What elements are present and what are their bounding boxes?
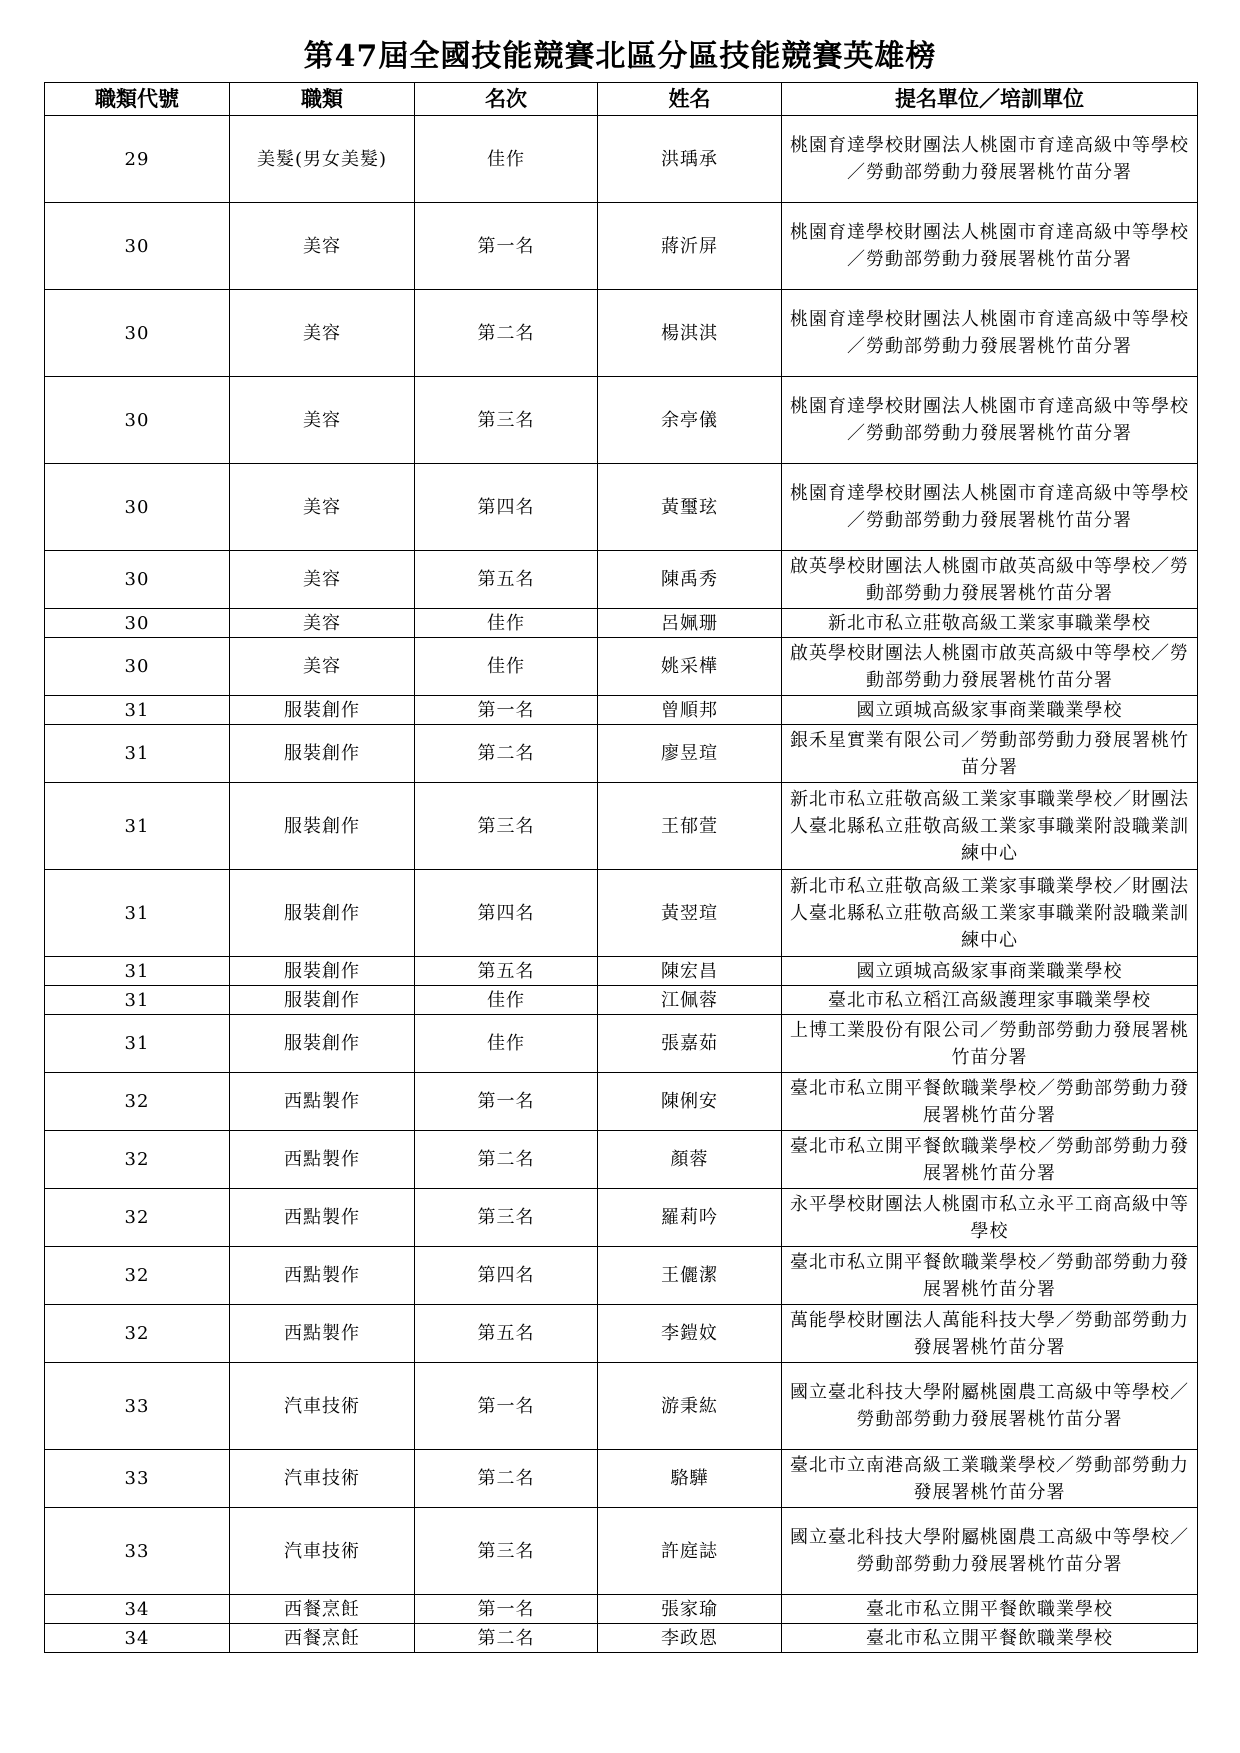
table-row [45, 696, 1198, 725]
code-cell: 32 [45, 1247, 230, 1305]
trade-cell: 汽車技術 [230, 1450, 415, 1508]
trade-cell: 西餐烹飪 [230, 1624, 415, 1653]
rank-cell: 第五名 [415, 1305, 598, 1363]
name-cell: 余亭儀 [598, 377, 782, 464]
code-cell: 30 [45, 638, 230, 696]
rank-cell: 第四名 [415, 1247, 598, 1305]
code-cell: 32 [45, 1305, 230, 1363]
unit-cell: 國立頭城高級家事商業職業學校 [782, 696, 1198, 725]
unit-cell: 啟英學校財團法人桃園市啟英高級中等學校／勞動部勞動力發展署桃竹苗分署 [782, 551, 1198, 609]
rank-cell: 佳作 [415, 116, 598, 203]
name-cell: 王儷潔 [598, 1247, 782, 1305]
trade-cell: 服裝創作 [230, 725, 415, 783]
name-cell: 江佩蓉 [598, 986, 782, 1015]
rank-cell: 第二名 [415, 290, 598, 377]
unit-cell: 臺北市私立稻江高級護理家事職業學校 [782, 986, 1198, 1015]
rank-cell: 佳作 [415, 1015, 598, 1073]
table-row [45, 1624, 1198, 1653]
header-rank: 名次 [415, 83, 598, 116]
table-row [45, 609, 1198, 638]
rank-cell: 第二名 [415, 1450, 598, 1508]
trade-cell: 汽車技術 [230, 1508, 415, 1595]
code-cell: 31 [45, 957, 230, 986]
rank-cell: 第一名 [415, 1363, 598, 1450]
unit-cell: 臺北市私立開平餐飲職業學校 [782, 1595, 1198, 1624]
unit-cell: 臺北市私立開平餐飲職業學校／勞動部勞動力發展署桃竹苗分署 [782, 1131, 1198, 1189]
rank-cell: 佳作 [415, 609, 598, 638]
name-cell: 蔣沂屏 [598, 203, 782, 290]
code-cell: 30 [45, 609, 230, 638]
header-code: 職類代號 [45, 83, 230, 116]
name-cell: 黃璽玹 [598, 464, 782, 551]
trade-cell: 服裝創作 [230, 870, 415, 957]
code-cell: 31 [45, 986, 230, 1015]
trade-cell: 美髮(男女美髮) [230, 116, 415, 203]
table-row [45, 870, 1198, 957]
trade-cell: 西點製作 [230, 1131, 415, 1189]
unit-cell: 新北市私立莊敬高級工業家事職業學校／財團法人臺北縣私立莊敬高級工業家事職業附設職業訓練中心 [782, 870, 1198, 957]
table-row [45, 377, 1198, 464]
code-cell: 32 [45, 1189, 230, 1247]
header-trade: 職類 [230, 83, 415, 116]
rank-cell: 第三名 [415, 1508, 598, 1595]
code-cell: 30 [45, 551, 230, 609]
rank-cell: 第三名 [415, 1189, 598, 1247]
trade-cell: 服裝創作 [230, 1015, 415, 1073]
trade-cell: 西點製作 [230, 1305, 415, 1363]
name-cell: 羅莉吟 [598, 1189, 782, 1247]
name-cell: 張嘉茹 [598, 1015, 782, 1073]
unit-cell: 萬能學校財團法人萬能科技大學／勞動部勞動力發展署桃竹苗分署 [782, 1305, 1198, 1363]
code-cell: 30 [45, 290, 230, 377]
trade-cell: 美容 [230, 638, 415, 696]
unit-cell: 銀禾星實業有限公司／勞動部勞動力發展署桃竹苗分署 [782, 725, 1198, 783]
trade-cell: 服裝創作 [230, 957, 415, 986]
name-cell: 黃翌瑄 [598, 870, 782, 957]
unit-cell: 臺北市立南港高級工業職業學校／勞動部勞動力發展署桃竹苗分署 [782, 1450, 1198, 1508]
code-cell: 33 [45, 1450, 230, 1508]
code-cell: 30 [45, 464, 230, 551]
table-row [45, 203, 1198, 290]
unit-cell: 新北市私立莊敬高級工業家事職業學校／財團法人臺北縣私立莊敬高級工業家事職業附設職業訓練中心 [782, 783, 1198, 870]
table-row [45, 1363, 1198, 1450]
unit-cell: 臺北市私立開平餐飲職業學校／勞動部勞動力發展署桃竹苗分署 [782, 1073, 1198, 1131]
unit-cell: 臺北市私立開平餐飲職業學校 [782, 1624, 1198, 1653]
unit-cell: 國立頭城高級家事商業職業學校 [782, 957, 1198, 986]
table-row [45, 1247, 1198, 1305]
name-cell: 游秉紘 [598, 1363, 782, 1450]
code-cell: 31 [45, 725, 230, 783]
name-cell: 張家瑜 [598, 1595, 782, 1624]
rank-cell: 佳作 [415, 986, 598, 1015]
trade-cell: 汽車技術 [230, 1363, 415, 1450]
code-cell: 30 [45, 377, 230, 464]
rank-cell: 第四名 [415, 870, 598, 957]
unit-cell: 啟英學校財團法人桃園市啟英高級中等學校／勞動部勞動力發展署桃竹苗分署 [782, 638, 1198, 696]
table-row [45, 1189, 1198, 1247]
trade-cell: 美容 [230, 203, 415, 290]
unit-cell: 桃園育達學校財團法人桃園市育達高級中等學校／勞動部勞動力發展署桃竹苗分署 [782, 203, 1198, 290]
name-cell: 陳俐安 [598, 1073, 782, 1131]
rank-cell: 第五名 [415, 957, 598, 986]
trade-cell: 西點製作 [230, 1247, 415, 1305]
unit-cell: 上博工業股份有限公司／勞動部勞動力發展署桃竹苗分署 [782, 1015, 1198, 1073]
header-row [45, 83, 1198, 116]
table-row [45, 957, 1198, 986]
code-cell: 29 [45, 116, 230, 203]
table-row [45, 1305, 1198, 1363]
table-row [45, 1595, 1198, 1624]
table-row [45, 1450, 1198, 1508]
name-cell: 陳禹秀 [598, 551, 782, 609]
name-cell: 李政恩 [598, 1624, 782, 1653]
name-cell: 洪瑀承 [598, 116, 782, 203]
name-cell: 曾順邦 [598, 696, 782, 725]
table-row [45, 638, 1198, 696]
code-cell: 33 [45, 1508, 230, 1595]
name-cell: 陳宏昌 [598, 957, 782, 986]
header-unit: 提名單位／培訓單位 [782, 83, 1198, 116]
rank-cell: 第四名 [415, 464, 598, 551]
trade-cell: 美容 [230, 290, 415, 377]
name-cell: 楊淇淇 [598, 290, 782, 377]
name-cell: 許庭誌 [598, 1508, 782, 1595]
header-name: 姓名 [598, 83, 782, 116]
rank-cell: 第二名 [415, 725, 598, 783]
trade-cell: 美容 [230, 377, 415, 464]
trade-cell: 西點製作 [230, 1073, 415, 1131]
rank-cell: 第一名 [415, 1073, 598, 1131]
unit-cell: 新北市私立莊敬高級工業家事職業學校 [782, 609, 1198, 638]
table-row [45, 1131, 1198, 1189]
name-cell: 呂姵珊 [598, 609, 782, 638]
trade-cell: 美容 [230, 551, 415, 609]
page-title: 第47屆全國技能競賽北區分區技能競賽英雄榜 [303, 39, 937, 74]
unit-cell: 桃園育達學校財團法人桃園市育達高級中等學校／勞動部勞動力發展署桃竹苗分署 [782, 464, 1198, 551]
unit-cell: 永平學校財團法人桃園市私立永平工商高級中等學校 [782, 1189, 1198, 1247]
name-cell: 王郁萱 [598, 783, 782, 870]
trade-cell: 美容 [230, 609, 415, 638]
code-cell: 32 [45, 1073, 230, 1131]
rank-cell: 第三名 [415, 783, 598, 870]
rank-cell: 第二名 [415, 1131, 598, 1189]
unit-cell: 國立臺北科技大學附屬桃園農工高級中等學校／勞動部勞動力發展署桃竹苗分署 [782, 1363, 1198, 1450]
table-row [45, 986, 1198, 1015]
name-cell: 姚采樺 [598, 638, 782, 696]
table-row [45, 290, 1198, 377]
roster-table [44, 82, 1198, 1653]
unit-cell: 桃園育達學校財團法人桃園市育達高級中等學校／勞動部勞動力發展署桃竹苗分署 [782, 377, 1198, 464]
trade-cell: 服裝創作 [230, 783, 415, 870]
unit-cell: 國立臺北科技大學附屬桃園農工高級中等學校／勞動部勞動力發展署桃竹苗分署 [782, 1508, 1198, 1595]
table-row [45, 464, 1198, 551]
code-cell: 34 [45, 1624, 230, 1653]
code-cell: 31 [45, 696, 230, 725]
rank-cell: 第一名 [415, 696, 598, 725]
code-cell: 33 [45, 1363, 230, 1450]
name-cell: 李鎧妏 [598, 1305, 782, 1363]
table-row [45, 1015, 1198, 1073]
trade-cell: 西餐烹飪 [230, 1595, 415, 1624]
unit-cell: 桃園育達學校財團法人桃園市育達高級中等學校／勞動部勞動力發展署桃竹苗分署 [782, 116, 1198, 203]
table-row [45, 725, 1198, 783]
unit-cell: 臺北市私立開平餐飲職業學校／勞動部勞動力發展署桃竹苗分署 [782, 1247, 1198, 1305]
rank-cell: 第一名 [415, 203, 598, 290]
table-row [45, 551, 1198, 609]
rank-cell: 第五名 [415, 551, 598, 609]
table-row [45, 1073, 1198, 1131]
trade-cell: 美容 [230, 464, 415, 551]
rank-cell: 佳作 [415, 638, 598, 696]
trade-cell: 西點製作 [230, 1189, 415, 1247]
trade-cell: 服裝創作 [230, 986, 415, 1015]
name-cell: 駱驊 [598, 1450, 782, 1508]
table-row [45, 116, 1198, 203]
code-cell: 31 [45, 1015, 230, 1073]
code-cell: 31 [45, 870, 230, 957]
code-cell: 34 [45, 1595, 230, 1624]
name-cell: 廖昱瑄 [598, 725, 782, 783]
name-cell: 顏蓉 [598, 1131, 782, 1189]
rank-cell: 第三名 [415, 377, 598, 464]
trade-cell: 服裝創作 [230, 696, 415, 725]
rank-cell: 第一名 [415, 1595, 598, 1624]
code-cell: 32 [45, 1131, 230, 1189]
rank-cell: 第二名 [415, 1624, 598, 1653]
unit-cell: 桃園育達學校財團法人桃園市育達高級中等學校／勞動部勞動力發展署桃竹苗分署 [782, 290, 1198, 377]
code-cell: 30 [45, 203, 230, 290]
table-row [45, 783, 1198, 870]
table-row [45, 1508, 1198, 1595]
code-cell: 31 [45, 783, 230, 870]
